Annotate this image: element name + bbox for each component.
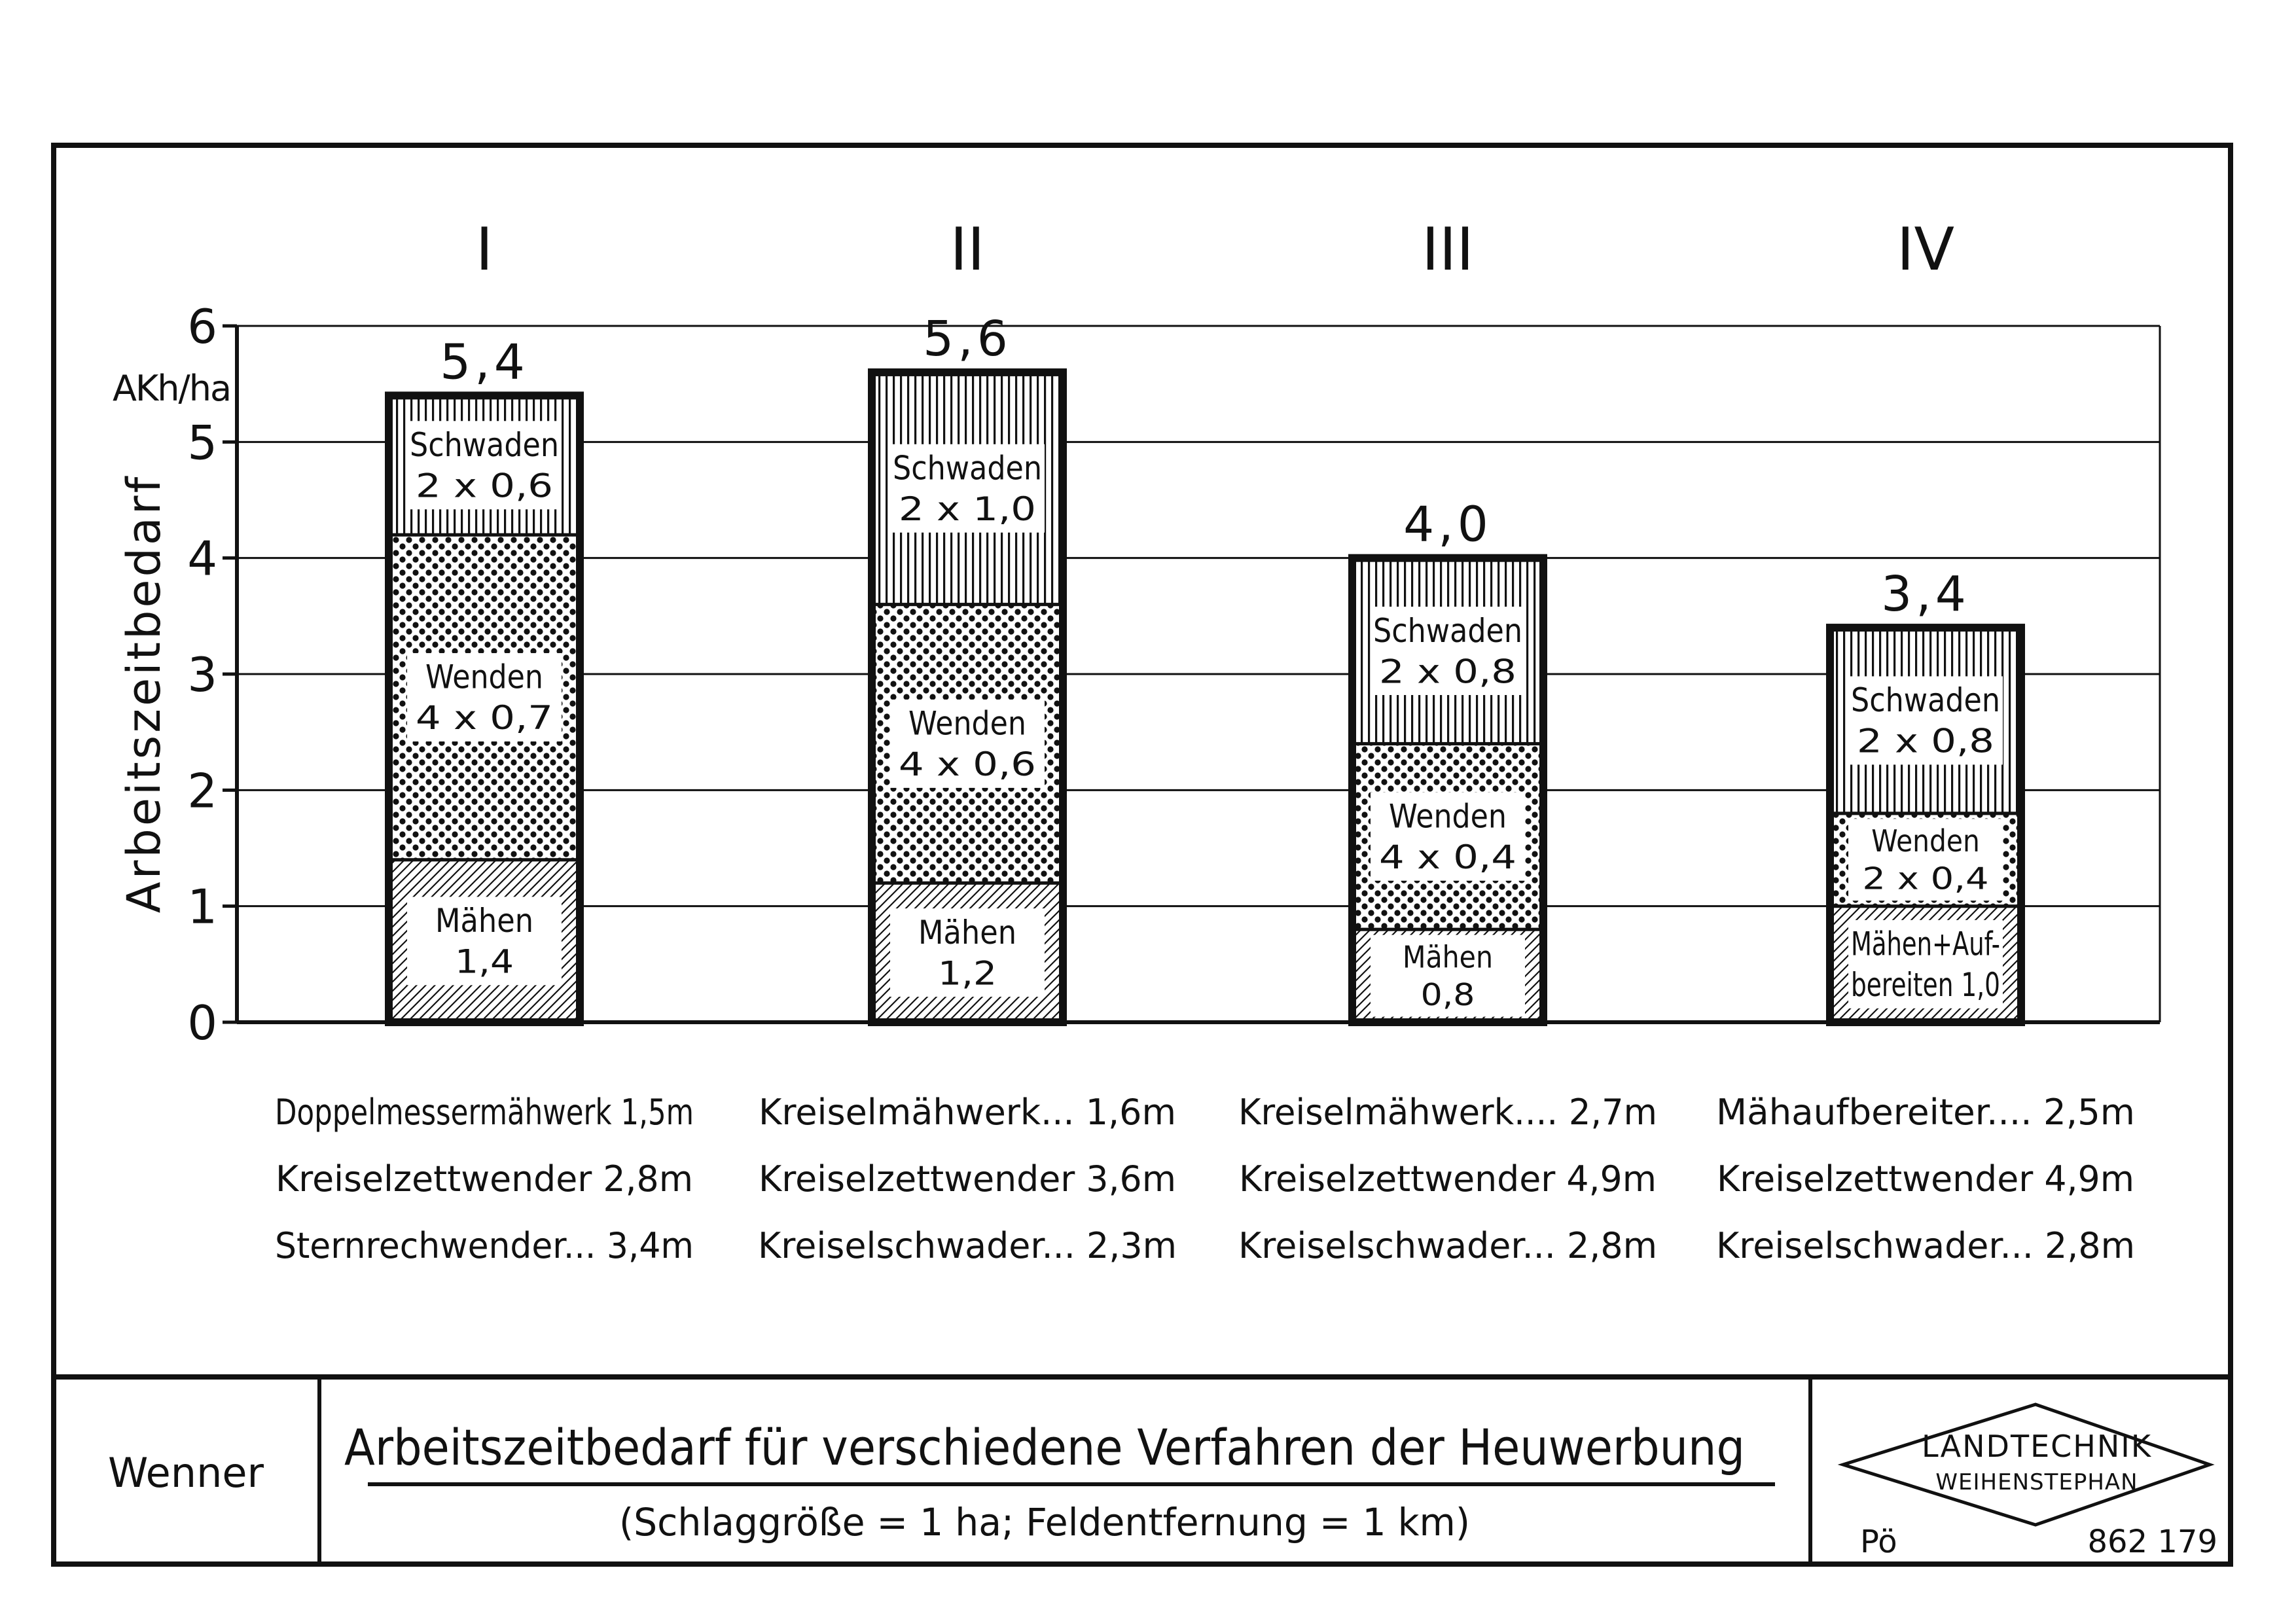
segment-label: 2 x 0,8	[1379, 652, 1516, 691]
segment-label: Schwaden	[410, 426, 559, 465]
machine-label: Kreiselmähwerk.... 2,7m	[1238, 1092, 1657, 1133]
bar-total-label: 5,4	[440, 334, 529, 391]
y-tick-label: 4	[187, 531, 217, 586]
segment-label: Wenden	[908, 704, 1026, 743]
segment-label: 4 x 0,7	[416, 699, 553, 738]
bar-total-label: 5,6	[923, 310, 1012, 367]
machine-label: Doppelmessermähwerk 1,5m	[275, 1092, 694, 1133]
segment-label: 2 x 0,6	[416, 467, 553, 505]
machine-label: Kreiselschwader... 2,3m	[758, 1225, 1177, 1266]
segment-label: Mähen	[435, 902, 533, 940]
segment-label: 0,8	[1420, 976, 1475, 1012]
category-label: II	[950, 215, 985, 284]
segment-label: Schwaden	[893, 449, 1042, 488]
machine-label: Mähaufbereiter.... 2,5m	[1716, 1092, 2135, 1133]
segment-label: 4 x 0,6	[899, 745, 1036, 784]
y-tick-label: 6	[187, 299, 217, 354]
segment-label: 2 x 0,8	[1857, 722, 1994, 760]
y-unit-label: AKh/ha	[112, 368, 231, 409]
footer-code-right: 862 179	[2087, 1524, 2217, 1560]
segment-label: 1,2	[938, 954, 997, 993]
y-tick-label: 5	[187, 415, 217, 471]
segment-label: 1,4	[455, 942, 514, 981]
segment-label: Wenden	[1389, 797, 1507, 836]
segment-label: 2 x 0,4	[1862, 861, 1989, 897]
bar-total-label: 3,4	[1881, 566, 1970, 623]
logo-diamond	[1843, 1404, 2210, 1525]
segment-label: Mähen	[918, 913, 1016, 952]
machine-label: Kreiselschwader... 2,8m	[1716, 1225, 2135, 1266]
y-tick-label: 3	[187, 647, 217, 702]
machine-label: Kreiselzettwender 4,9m	[1239, 1158, 1657, 1200]
segment-label: Schwaden	[1851, 681, 2000, 720]
footer-subtitle: (Schlaggröße = 1 ha; Feldentfernung = 1 km)	[619, 1500, 1470, 1544]
category-label: I	[475, 215, 493, 284]
segment-label: bereiten 1,0	[1851, 966, 2000, 1005]
footer-author: Wenner	[107, 1449, 264, 1497]
segment-label: Schwaden	[1373, 611, 1522, 650]
segment-label: Mähen	[1403, 939, 1493, 975]
machine-label: Kreiselschwader... 2,8m	[1238, 1225, 1657, 1266]
y-axis-title: Arbeitszeitbedarf	[117, 474, 171, 914]
machine-label: Kreiselzettwender 2,8m	[276, 1158, 693, 1200]
logo-line-2: WEIHENSTEPHAN	[1935, 1469, 2138, 1495]
y-tick-label: 0	[187, 995, 217, 1050]
category-label: IV	[1896, 215, 1955, 284]
y-tick-label: 1	[187, 879, 217, 935]
machine-label: Kreiselmähwerk... 1,6m	[759, 1092, 1176, 1133]
segment-label: Wenden	[1871, 823, 1980, 859]
footer-code-left: Pö	[1860, 1524, 1897, 1560]
segment-label: Wenden	[425, 658, 543, 696]
y-tick-label: 2	[187, 763, 217, 819]
segment-label: 2 x 1,0	[899, 490, 1036, 529]
segment-label: Mähen+Auf-	[1851, 925, 2000, 963]
machine-label: Kreiselzettwender 3,6m	[759, 1158, 1176, 1200]
segment-label: 4 x 0,4	[1379, 838, 1516, 877]
footer-title: Arbeitszeitbedarf für verschiedene Verfahren der Heuwerbung	[344, 1418, 1745, 1476]
machine-label: Kreiselzettwender 4,9m	[1717, 1158, 2134, 1200]
logo-line-1: LANDTECHNIK	[1922, 1429, 2152, 1464]
machine-label: Sternrechwender... 3,4m	[275, 1225, 694, 1266]
bar-total-label: 4,0	[1403, 496, 1492, 553]
category-label: III	[1422, 215, 1474, 284]
